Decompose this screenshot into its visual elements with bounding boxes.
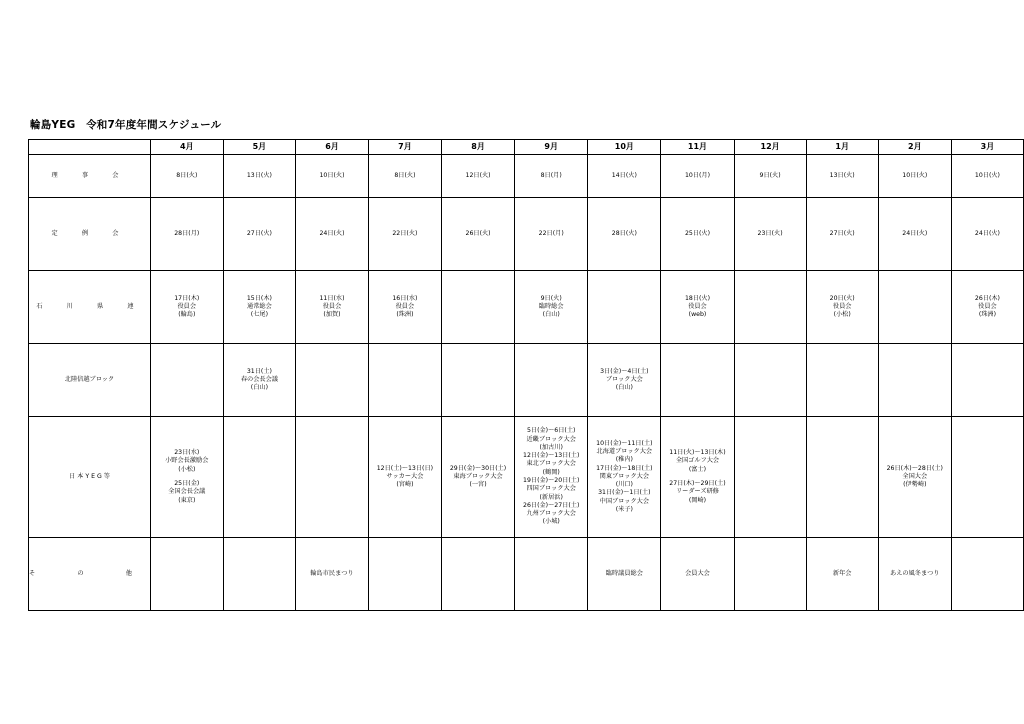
cell-line: 27日(木)～29日(土)	[669, 480, 726, 487]
cell-line: (伊勢崎)	[903, 481, 927, 489]
schedule-cell	[878, 538, 951, 611]
cell-line: 臨時議員総会	[605, 569, 643, 577]
schedule-cell	[806, 271, 878, 344]
schedule-cell	[734, 271, 806, 344]
cell-line: 13日(火)	[246, 171, 272, 179]
schedule-cell	[951, 271, 1023, 344]
schedule-cell	[878, 417, 951, 538]
cell-line: (珠洲)	[978, 311, 997, 319]
schedule-cell	[223, 198, 296, 271]
schedule-cell	[441, 538, 514, 611]
cell-line: 四国ブロック大会	[526, 485, 576, 493]
cell-line: 全国大会	[902, 472, 928, 480]
schedule-cell	[368, 417, 441, 538]
cell-line: 14日(火)	[611, 171, 637, 179]
cell-line: 25日(火)	[684, 229, 711, 237]
cell-line: 近畿ブロック大会	[526, 435, 576, 443]
cell-line: 役員会	[978, 302, 997, 310]
cell-line: 17日(木)	[174, 294, 200, 302]
cell-line: 会員大会	[685, 569, 710, 577]
cell-line: 17日(金)～18日(土)	[596, 464, 653, 472]
schedule-cell	[951, 344, 1023, 417]
schedule-cell	[878, 198, 951, 271]
schedule-cell	[296, 271, 369, 344]
cell-line: 全国会長会議	[168, 488, 206, 496]
month-header: 8月	[441, 140, 514, 155]
cell-line: (珠洲)	[396, 311, 414, 319]
schedule-cell	[806, 417, 878, 538]
cell-line: (web)	[688, 311, 707, 319]
cell-line: 15日(木)	[246, 294, 272, 302]
cell-line: 10日(火)	[902, 171, 928, 179]
month-header-row	[29, 140, 1024, 155]
schedule-cell	[296, 538, 369, 611]
cell-line: (小松)	[178, 465, 196, 473]
cell-line: (輪島)	[178, 311, 196, 319]
page-title: 輪島YEG 令和7年度年間スケジュール	[30, 119, 222, 131]
schedule-row	[29, 417, 1024, 538]
schedule-cell	[806, 344, 878, 417]
cell-line: 22日(火)	[392, 229, 418, 237]
cell-line: 31日(金)～1日(土)	[598, 489, 651, 497]
cell-line: 24日(火)	[974, 229, 1000, 237]
schedule-cell	[588, 538, 661, 611]
row-header: 定 例 会	[29, 198, 151, 271]
cell-line: 春の会長会議	[240, 375, 278, 383]
month-header: 3月	[951, 140, 1023, 155]
cell-line: (小城)	[542, 518, 560, 526]
row-header: 理 事 会	[29, 155, 151, 198]
cell-line: 12日(金)～13日(土)	[523, 452, 580, 460]
cell-line: 22日(月)	[538, 229, 564, 237]
schedule-cell	[588, 417, 661, 538]
cell-line: 28日(月)	[174, 229, 200, 237]
cell-line: 19日(金)～20日(土)	[523, 477, 580, 484]
cell-line: (宮崎)	[396, 481, 414, 489]
cell-line: 12日(火)	[465, 171, 491, 179]
month-header: 11月	[661, 140, 734, 155]
cell-line: 10日(金)～11日(土)	[596, 439, 653, 447]
cell-line: 29日(金)～30日(土)	[449, 464, 507, 472]
cell-line: (一宮)	[469, 481, 487, 489]
cell-line: 臨時総会	[538, 302, 564, 310]
schedule-cell	[588, 344, 661, 417]
schedule-row	[29, 344, 1024, 417]
cell-line: (米子)	[615, 506, 633, 514]
row-header: 日 本 Y E G 等	[29, 417, 151, 538]
schedule-cell	[441, 271, 514, 344]
schedule-cell	[368, 271, 441, 344]
schedule-cell	[441, 344, 514, 417]
schedule-table	[28, 139, 1024, 611]
schedule-cell	[806, 198, 878, 271]
schedule-cell	[661, 271, 734, 344]
cell-line: (新居浜)	[539, 493, 563, 501]
schedule-cell	[296, 417, 369, 538]
schedule-cell	[878, 344, 951, 417]
cell-line: 3日(金)～4日(土)	[600, 367, 649, 375]
cell-line: サッカー大会	[386, 472, 424, 480]
cell-line: 26日(火)	[465, 229, 491, 237]
cell-line: 8日(火)	[394, 171, 416, 179]
cell-line: 北海道ブロック大会	[596, 447, 653, 455]
cell-line: (川口)	[615, 481, 633, 489]
cell-line: 18日(火)	[684, 294, 711, 302]
cell-line: 役員会	[177, 302, 197, 310]
month-header: 1月	[806, 140, 878, 155]
schedule-cell	[150, 271, 223, 344]
schedule-cell	[515, 155, 588, 198]
cell-line: 輪島市民まつり	[310, 569, 354, 577]
cell-line: 役員会	[688, 302, 707, 310]
cell-line: あえの風冬まつり	[890, 569, 940, 577]
cell-line: リーダーズ研修	[675, 488, 719, 496]
cell-line: 20日(火)	[829, 294, 855, 302]
cell-line: (岡崎)	[688, 496, 707, 504]
cell-line: (稚内)	[615, 456, 633, 464]
schedule-cell	[441, 417, 514, 538]
month-header: 6月	[296, 140, 369, 155]
row-header: 石 川 県 連	[29, 271, 151, 344]
month-header: 4月	[150, 140, 223, 155]
cell-line: (加古川)	[539, 443, 563, 451]
cell-line: 役員会	[322, 302, 342, 310]
cell-line: 28日(火)	[611, 229, 637, 237]
corner-cell	[29, 140, 151, 155]
schedule-cell	[296, 155, 369, 198]
schedule-cell	[150, 198, 223, 271]
cell-line: (富士)	[688, 465, 707, 473]
schedule-cell	[878, 155, 951, 198]
cell-line: (鶴岡)	[542, 468, 560, 476]
cell-line: 東海ブロック大会	[453, 472, 503, 480]
cell-line: 16日(水)	[392, 294, 418, 302]
month-header: 5月	[223, 140, 296, 155]
cell-line: 24日(火)	[902, 229, 928, 237]
schedule-cell	[368, 155, 441, 198]
schedule-cell	[150, 155, 223, 198]
month-header: 9月	[515, 140, 588, 155]
month-header: 10月	[588, 140, 661, 155]
schedule-row	[29, 271, 1024, 344]
cell-line: 5日(金)～6日(土)	[526, 427, 576, 435]
cell-line: 11日(水)	[319, 294, 345, 302]
cell-line: 通常総会	[247, 302, 272, 310]
month-header: 12月	[734, 140, 806, 155]
cell-line: 31日(土)	[246, 367, 272, 375]
schedule-cell	[441, 155, 514, 198]
schedule-cell	[951, 155, 1023, 198]
schedule-cell	[806, 538, 878, 611]
schedule-cell	[223, 538, 296, 611]
schedule-cell	[588, 198, 661, 271]
schedule-cell	[588, 271, 661, 344]
schedule-cell	[878, 271, 951, 344]
cell-line: 役員会	[832, 302, 852, 310]
cell-line: 23日(火)	[757, 229, 783, 237]
schedule-cell	[951, 417, 1023, 538]
schedule-cell	[515, 538, 588, 611]
schedule-cell	[661, 538, 734, 611]
schedule-cell	[223, 417, 296, 538]
schedule-cell	[515, 417, 588, 538]
cell-line: 10日(月)	[684, 171, 711, 179]
cell-line: 27日(火)	[246, 229, 272, 237]
cell-line: ブロック大会	[605, 375, 643, 383]
schedule-cell	[296, 198, 369, 271]
schedule-cell	[515, 271, 588, 344]
cell-line: 関東ブロック大会	[599, 472, 650, 480]
schedule-cell	[661, 417, 734, 538]
schedule-cell	[806, 155, 878, 198]
cell-line: (小松)	[833, 311, 851, 319]
schedule-cell	[223, 344, 296, 417]
cell-line: 中国ブロック大会	[599, 497, 650, 505]
cell-line: 26日(木)～28日(土)	[886, 464, 943, 472]
cell-line: 新年会	[832, 569, 852, 577]
cell-line: (白山)	[615, 384, 633, 392]
cell-line: 23日(水)	[174, 449, 200, 457]
schedule-cell	[223, 271, 296, 344]
schedule-cell	[661, 344, 734, 417]
schedule-cell	[661, 155, 734, 198]
schedule-row	[29, 198, 1024, 271]
schedule-cell	[515, 198, 588, 271]
cell-line: 25日(金)	[174, 480, 200, 487]
cell-line: (加賀)	[323, 311, 341, 319]
row-header: 北陸信越ブロック	[29, 344, 151, 417]
schedule-cell	[441, 198, 514, 271]
cell-line: (白山)	[542, 311, 560, 319]
month-header: 2月	[878, 140, 951, 155]
schedule-cell	[951, 198, 1023, 271]
schedule-cell	[223, 155, 296, 198]
schedule-row	[29, 538, 1024, 611]
schedule-cell	[588, 155, 661, 198]
schedule-cell	[150, 538, 223, 611]
schedule-row	[29, 155, 1024, 198]
cell-line: (白山)	[250, 384, 268, 392]
schedule-cell	[368, 538, 441, 611]
schedule-cell	[515, 344, 588, 417]
cell-line: 九州ブロック大会	[526, 510, 576, 518]
schedule-cell	[734, 198, 806, 271]
cell-line: (七尾)	[250, 311, 268, 319]
schedule-cell	[296, 344, 369, 417]
cell-line: 24日(火)	[319, 229, 345, 237]
cell-line: 全国ゴルフ大会	[675, 457, 720, 465]
cell-line: 9日(火)	[759, 171, 781, 179]
cell-line: 26日(木)	[974, 294, 1000, 302]
schedule-cell	[150, 417, 223, 538]
cell-line: 27日(火)	[829, 229, 855, 237]
cell-line: 9日(火)	[540, 294, 562, 302]
schedule-cell	[368, 198, 441, 271]
cell-line: 26日(金)～27日(土)	[523, 501, 580, 509]
schedule-cell	[368, 344, 441, 417]
schedule-cell	[951, 538, 1023, 611]
schedule-cell	[734, 344, 806, 417]
month-header: 7月	[368, 140, 441, 155]
cell-line: 10日(火)	[319, 171, 345, 179]
cell-line: 8日(月)	[540, 171, 562, 179]
schedule-cell	[734, 417, 806, 538]
cell-line: 11日(火)～13日(木)	[669, 449, 726, 457]
cell-line: 東北ブロック大会	[526, 460, 576, 468]
cell-line: 12日(土)～13日(日)	[376, 464, 434, 472]
schedule-cell	[734, 155, 806, 198]
schedule-cell	[150, 344, 223, 417]
row-header: そ の 他	[29, 538, 151, 611]
schedule-cell	[661, 198, 734, 271]
cell-line: (東京)	[178, 496, 196, 504]
cell-line: 8日(火)	[176, 171, 198, 179]
schedule-cell	[734, 538, 806, 611]
cell-line: 13日(火)	[829, 171, 855, 179]
cell-line: 役員会	[395, 302, 415, 310]
cell-line: 10日(火)	[974, 171, 1000, 179]
cell-line: 小野会長激励会	[165, 457, 209, 465]
